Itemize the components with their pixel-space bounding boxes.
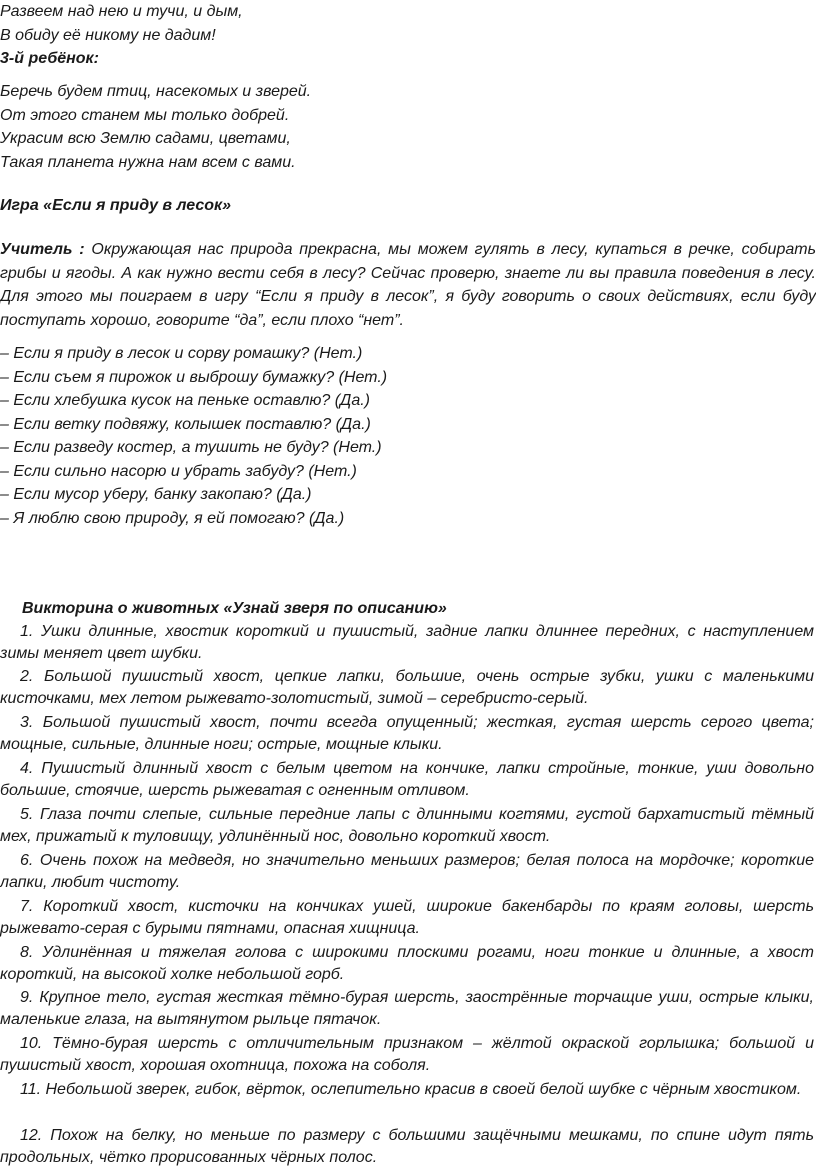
teacher-label: Учитель : <box>0 241 85 258</box>
poem-line: Украсим всю Землю садами, цветами, <box>0 130 291 147</box>
poem-line: От этого станем мы только добрей. <box>0 107 290 124</box>
quiz-item: 2. Большой пушистый хвост, цепкие лапки, большие, очень острые зубки, ушки с маленькими кисточками, мех летом рыжевато-золотистый, зимой – серебристо-серый. <box>0 668 814 708</box>
quiz-item: 3. Большой пушистый хвост, почти всегда опущенный; жесткая, густая шерсть серого цвета; мощные, сильные, длинные ноги; острые, мощные клыки. <box>0 714 814 754</box>
quiz-item: 9. Крупное тело, густая жесткая тёмно-бурая шерсть, заострённые торчащие уши, острые клыки, маленькие глаза, на вытянутом рыльце пятачок. <box>0 989 814 1029</box>
quiz-title: Викторина о животных «Узнай зверя по описанию» <box>22 600 447 617</box>
quiz-item: 7. Короткий хвост, кисточки на кончиках ушей, широкие бакенбарды по краям головы, шерсть рыжевато-серая с бурыми пятнами, опасная хищница. <box>0 898 814 938</box>
quiz-item: 10. Тёмно-бурая шерсть с отличительным признаком – жёлтой окраской горлышка; большой и пушистый хвост, хорошая охотница, похожа на соболя. <box>0 1035 814 1075</box>
quiz-item: 11. Небольшой зверек, гибок, вёрток, ослепительно красив в своей белой шубке с чёрным хвостиком. <box>20 1081 802 1098</box>
quiz-item: 5. Глаза почти слепые, сильные передние лапы с длинными когтями, густой бархатистый тёмный мех, прижатый к туловищу, удлинённый нос, довольно короткий хвост. <box>0 806 814 846</box>
game-title: Игра «Если я приду в лесок» <box>0 197 232 214</box>
game-question: – Если мусор уберу, банку закопаю? (Да.) <box>0 486 312 503</box>
game-question: – Если сильно насорю и убрать забуду? (Нет.) <box>0 463 357 480</box>
teacher-text: Окружающая нас природа прекрасна, мы можем гулять в лесу, купаться в речке, собирать грибы и ягоды. А как нужно вести себя в лесу? Сейчас проверю, знаете ли вы правила поведения в лесу. Для этого мы поиграем в игру “Если я приду в лесок”, я буду говорить о своих действиях, если буду поступать хорошо, говорите “да”, если плохо “нет”. <box>0 241 816 329</box>
quiz-item: 1. Ушки длинные, хвостик короткий и пушистый, задние лапки длиннее передних, с наступлением зимы меняет цвет шубки. <box>0 623 814 663</box>
game-question: – Если я приду в лесок и сорву ромашку? (Нет.) <box>0 345 363 362</box>
third-child-heading: 3-й ребёнок: <box>0 50 99 67</box>
poem-line: Такая планета нужна нам всем с вами. <box>0 154 296 171</box>
game-question: – Если съем я пирожок и выброшу бумажку? (Нет.) <box>0 369 388 386</box>
quiz-item: 8. Удлинённая и тяжелая голова с широкими плоскими рогами, ноги тонкие и длинные, а хвост короткий, на высокой холке небольшой горб. <box>0 944 814 984</box>
teacher-paragraph <box>0 238 816 332</box>
quiz-item: 12. Похож на белку, но меньше по размеру с большими защёчными мешками, по спине идут пять продольных, чётко прорисованных чёрных полос. <box>0 1127 814 1167</box>
quiz-item: 6. Очень похож на медведя, но значительно меньших размеров; белая полоса на мордочке; короткие лапки, любит чистоту. <box>0 852 814 892</box>
poem-line: Беречь будем птиц, насекомых и зверей. <box>0 83 312 100</box>
poem-line: В обиду её никому не дадим! <box>0 27 216 44</box>
game-question: – Если хлебушка кусок на пеньке оставлю? (Да.) <box>0 392 370 409</box>
game-question: – Если разведу костер, а тушить не буду? (Нет.) <box>0 439 382 456</box>
quiz-item: 4. Пушистый длинный хвост с белым цветом на кончике, лапки стройные, тонкие, уши довольно большие, стоячие, шерсть рыжеватая с огненным отливом. <box>0 760 814 800</box>
game-question: – Если ветку подвяжу, колышек поставлю? (Да.) <box>0 416 371 433</box>
game-question: – Я люблю свою природу, я ей помогаю? (Да.) <box>0 510 345 527</box>
poem-line: Развеем над нею и тучи, и дым, <box>0 3 243 20</box>
